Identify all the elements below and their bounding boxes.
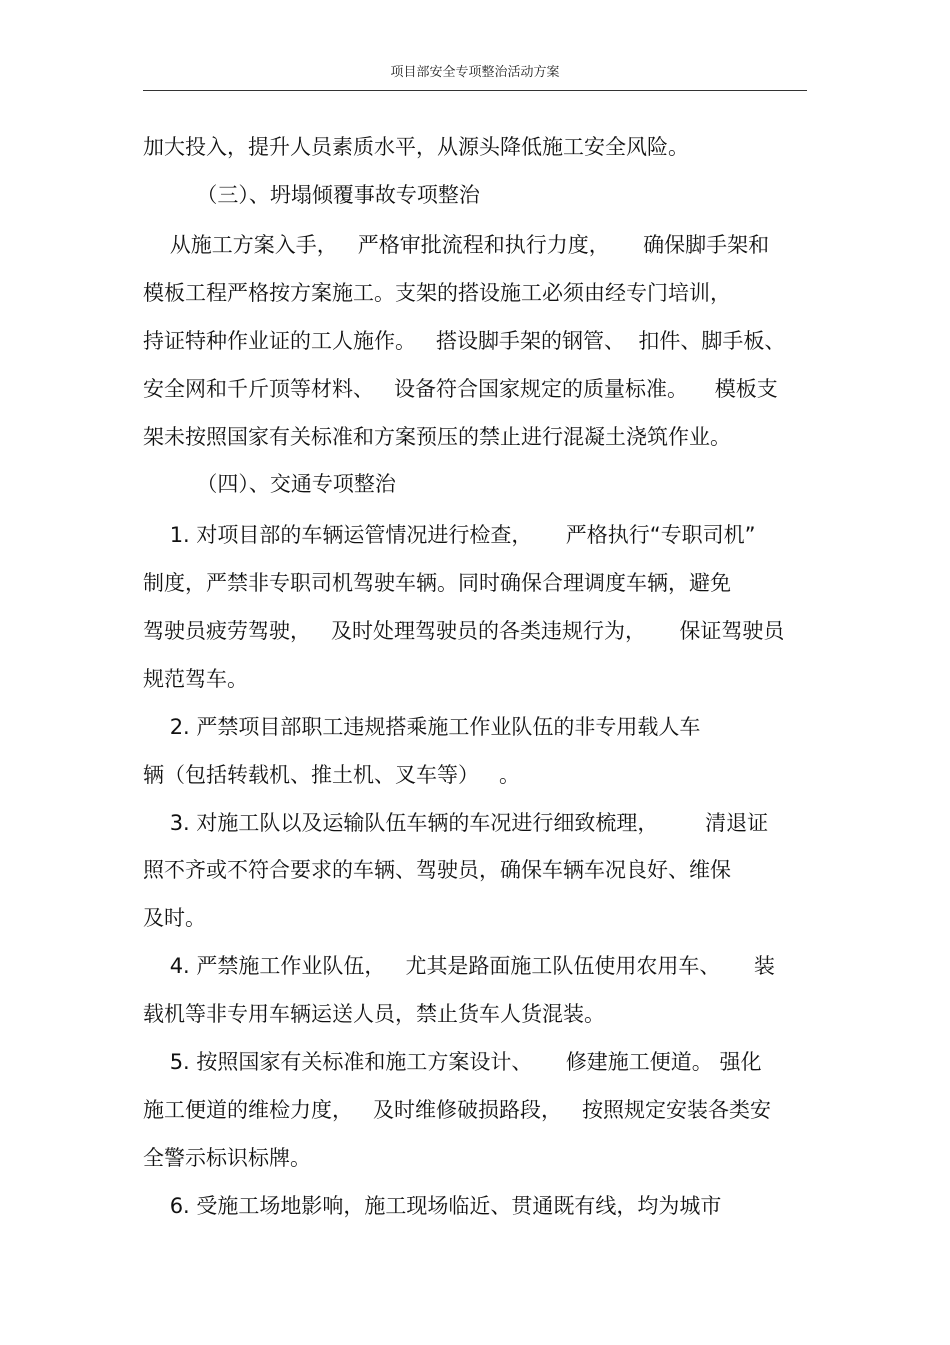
page-header [143,64,807,91]
text-line: 及时。 [143,906,206,930]
text-line: 辆（包括转载机、推土机、叉车等） 。 [143,763,521,787]
text-line: 6. 受施工场地影响，施工现场临近、贯通既有线，均为城市 [143,1194,722,1218]
text-line: 全警示标识标牌。 [143,1146,311,1170]
text-line: 模板工程严格按方案施工。支架的搭设施工必须由经专门培训， [143,281,731,305]
text-line: 驾驶员疲劳驾驶， 及时处理驾驶员的各类违规行为， 保证驾驶员 [143,619,785,643]
text-line: 3. 对施工队以及运输队伍车辆的车况进行细致梳理， 清退证 [143,811,769,835]
text-line: 安全网和千斤顶等材料、 设备符合国家规定的质量标准。 模板支 [143,377,778,401]
text-line: 持证特种作业证的工人施作。 搭设脚手架的钢管、 扣件、脚手板、 [143,329,786,353]
text-line: 照不齐或不符合要求的车辆、驾驶员，确保车辆车况良好、维保 [143,858,731,882]
text-line: 施工便道的维检力度， 及时维修破损路段， 按照规定安装各类安 [143,1098,772,1122]
section-heading: （三）、坍塌倾覆事故专项整治 [143,183,480,207]
text-line: 制度，严禁非专职司机驾驶车辆。同时确保合理调度车辆，避免 [143,571,731,595]
text-line: 2. 严禁项目部职工违规搭乘施工作业队伍的非专用载人车 [143,715,701,739]
text-line: 1. 对项目部的车辆运管情况进行检查， 严格执行“专职司机” [143,523,756,547]
text-line: 规范驾车。 [143,667,248,691]
text-line: 加大投入，提升人员素质水平，从源头降低施工安全风险。 [143,135,689,159]
text-line: 载机等非专用车辆运送人员，禁止货车人货混装。 [143,1002,605,1026]
page-header-title: 项目部安全专项整治活动方案 [390,65,560,80]
text-line: 架未按照国家有关标准和方案预压的禁止进行混凝土浇筑作业。 [143,425,731,449]
text-line: 从施工方案入手， 严格审批流程和执行力度， 确保脚手架和 [143,233,770,257]
text-line: 4. 严禁施工作业队伍， 尤其是路面施工队伍使用农用车、 装 [143,954,775,978]
section-heading: （四）、交通专项整治 [143,472,396,496]
text-line: 5. 按照国家有关标准和施工方案设计、 修建施工便道。 强化 [143,1050,762,1074]
